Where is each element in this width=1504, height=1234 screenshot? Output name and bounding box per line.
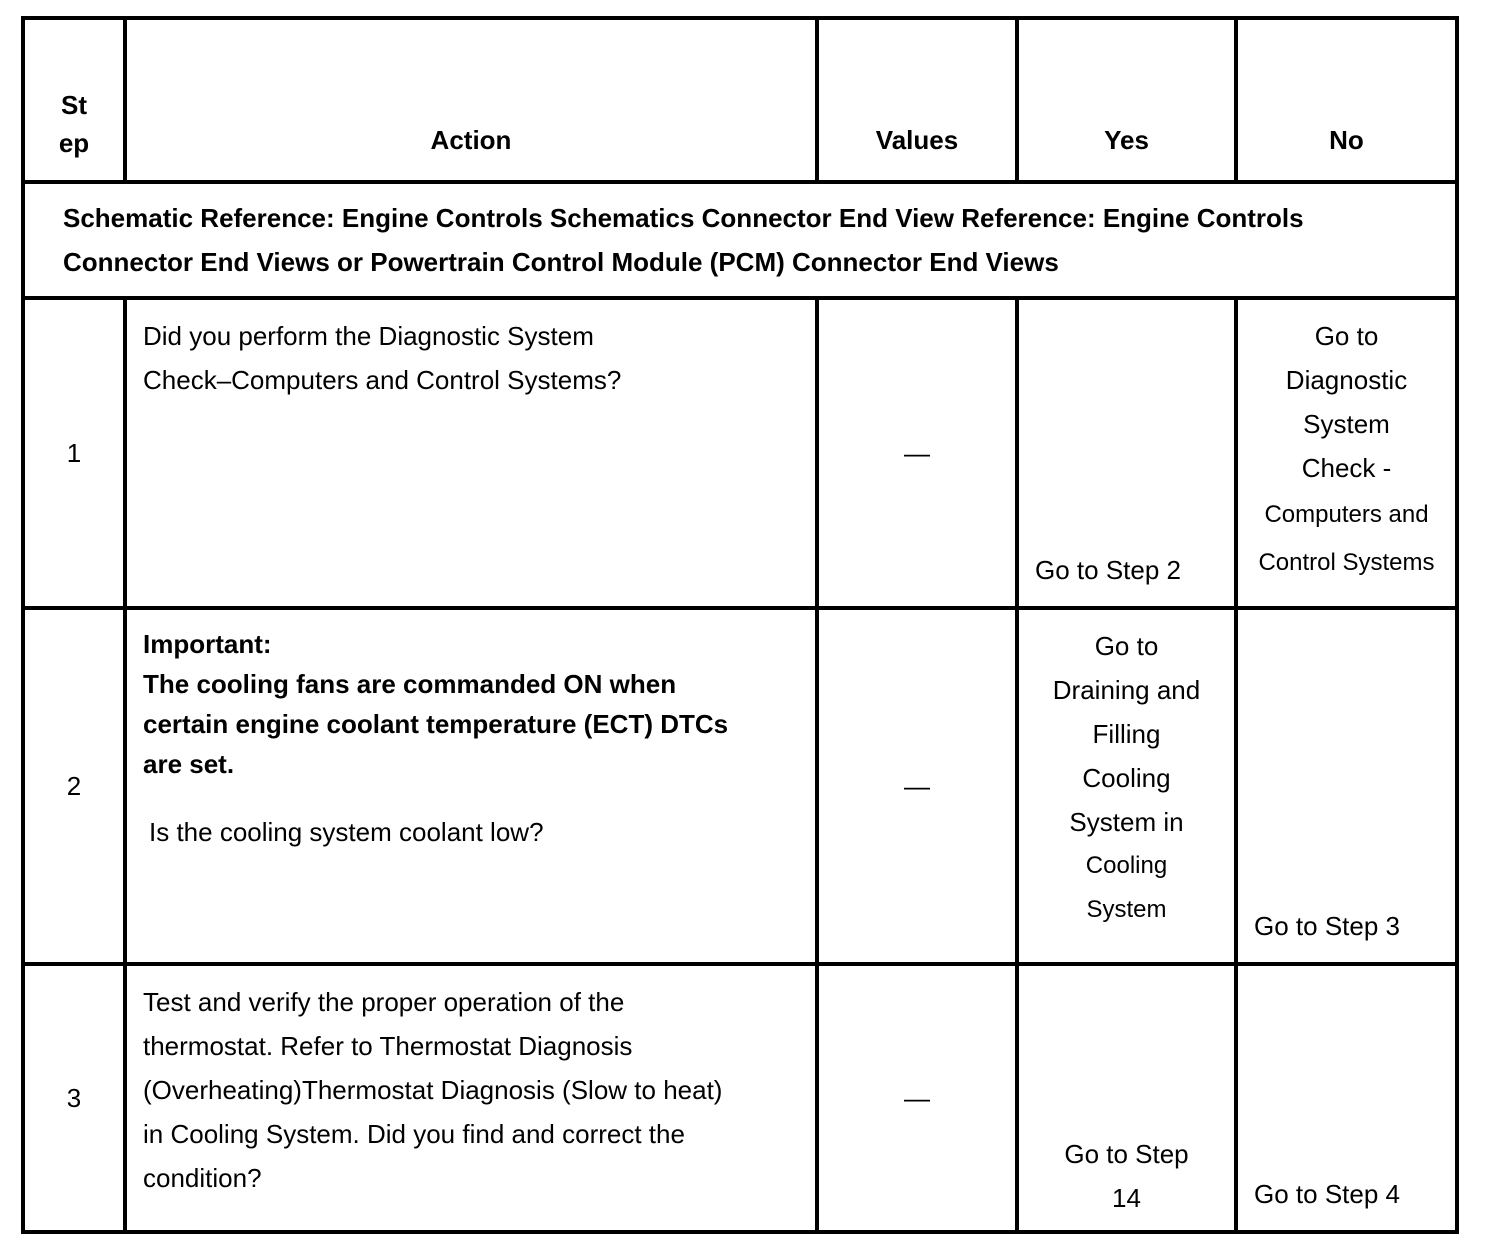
action-line: Did you perform the Diagnostic System [143,321,594,351]
no-cell [1236,964,1457,1232]
reference-line1: Schematic Reference: Engine Controls Schematics Connector End View Reference: Engine Controls [63,203,1304,233]
yes-line: Cooling [1085,852,1168,879]
action-line: in Cooling System. Did you find and correct the [143,1119,685,1149]
no-line: System [1303,409,1390,439]
step-number: 1 [23,298,125,608]
step-number: 3 [23,964,125,1232]
header-step [23,18,125,182]
yes-cell [1017,964,1236,1232]
yes-line: Cooling [1082,763,1171,793]
no-line: Go to [1314,321,1379,351]
yes-line: Draining and [1052,675,1201,705]
header-action: Action [125,18,817,182]
value-cell: — [817,298,1017,608]
table-row [23,298,1457,608]
diagnostic-table [21,16,1459,1234]
value-cell: — [817,964,1017,1232]
action-cell [125,298,817,608]
yes-line: System [1086,896,1167,923]
header-values: Values [817,18,1017,182]
important-line: are set. [143,749,235,779]
yes-line: Go to [1094,631,1159,661]
question-line: Is the cooling system coolant low? [149,817,544,847]
value-cell: — [817,608,1017,964]
header-step-line1: St [61,90,87,120]
action-line: thermostat. Refer to Thermostat Diagnosis [143,1031,633,1061]
yes-line: 14 [1112,1183,1141,1213]
action-cell [125,964,817,1232]
no-line: Diagnostic [1285,365,1408,395]
header-step-line2: ep [58,128,90,158]
reference-cell [23,182,1457,298]
no-link: Go to Step 3 [1254,911,1400,941]
table-row [23,608,1457,964]
header-yes: Yes [1017,18,1236,182]
important-line: The cooling fans are commanded ON when [143,669,677,699]
no-link: Go to Step 4 [1254,1179,1400,1209]
action-line: Check–Computers and Control Systems? [143,365,622,395]
important-label: Important: [143,629,272,659]
yes-cell [1017,298,1236,608]
header-row [23,18,1457,182]
reference-row [23,182,1457,298]
no-line: Check - [1301,453,1392,483]
action-line: (Overheating)Thermostat Diagnosis (Slow to heat) [143,1075,723,1105]
action-line: Test and verify the proper operation of the [143,987,625,1017]
yes-line: Go to Step [1064,1139,1189,1169]
yes-line: System in [1069,807,1184,837]
no-cell [1236,608,1457,964]
step-number: 2 [23,608,125,964]
no-line: Control Systems [1258,549,1435,576]
yes-link: Go to Step 2 [1035,555,1181,585]
header-no: No [1236,18,1457,182]
no-cell [1236,298,1457,608]
action-cell [125,608,817,964]
no-line: Computers and [1264,501,1429,528]
action-line: condition? [143,1163,262,1193]
yes-line: Filling [1092,719,1161,749]
yes-cell [1017,608,1236,964]
reference-line2: Connector End Views or Powertrain Control Module (PCM) Connector End Views [63,247,1059,277]
important-line: certain engine coolant temperature (ECT) DTCs [143,709,729,739]
spacer [143,784,797,810]
table-row [23,964,1457,1232]
